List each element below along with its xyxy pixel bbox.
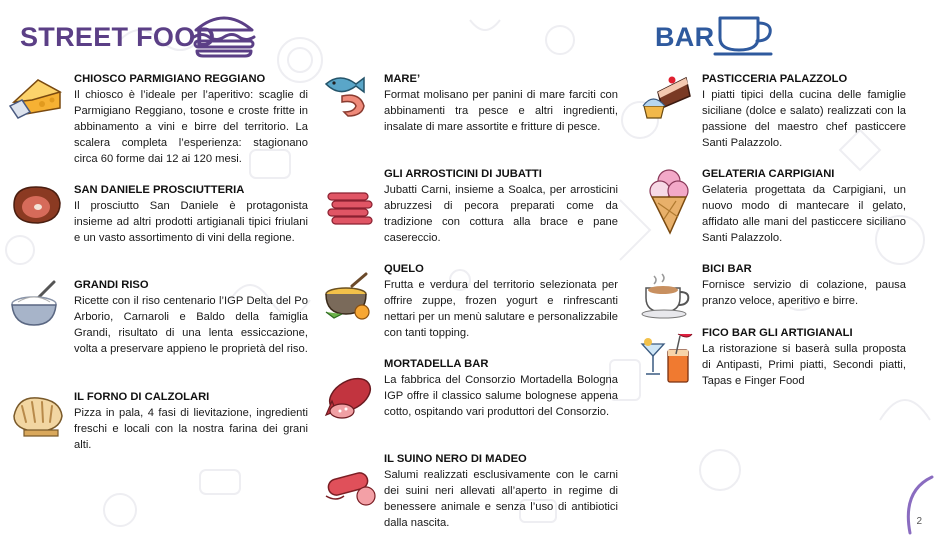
list-item (322, 262, 618, 346)
coffee-cup-icon (712, 14, 778, 58)
item-title: GRANDI RISO (74, 279, 149, 291)
fish-shrimp-icon (322, 72, 376, 118)
list-item (8, 72, 308, 172)
item-description: Salumi realizzati esclusivamente con le carni dei suini neri allevati all’aperto in regime di benessere animale e senza l’uso di antibiotici dalla nascita. (384, 469, 618, 529)
rice-bowl-icon (8, 278, 64, 330)
item-description: Gelateria progettata da Carpigiani, un nuovo modo di mantecare il gelato, affidato alle mani del pasticcere siciliano Santi Palazzolo. (702, 184, 906, 244)
burger-icon (190, 10, 258, 58)
bar-title: BAR (655, 22, 715, 52)
item-title: MORTADELLA BAR (384, 358, 489, 370)
list-item (640, 262, 906, 316)
item-description: Il chiosco è l’ideale per l’aperitivo: scaglie di Parmigiano Reggiano, tosone e croste fritte in abbinamento a vini e birre del territorio. La scalera completa l’esperienza: stagionano circa 60 forme dai 12 ai 120 mesi. (74, 89, 308, 165)
bread-icon (8, 390, 66, 442)
list-item (322, 72, 618, 152)
item-description: Format molisano per panini di mare farciti con abbinamenti tra pesce e altri ingredienti, insalate di mare assortite e fritture di pesce. (384, 89, 618, 133)
item-title: QUELO (384, 263, 424, 275)
list-item (322, 452, 618, 534)
soup-pot-icon (322, 272, 376, 324)
item-description: Il prosciutto San Daniele è protagonista insieme ad altri prodotti artigianali tipici friulani e un vasto assortimento di vini della regione. (74, 200, 308, 244)
list-item (640, 167, 906, 251)
item-title: IL SUINO NERO DI MADEO (384, 453, 527, 465)
item-description: Pizza in pala, 4 fasi di lievitazione, ingredienti freschi e locali con la nostra farina dei grani alti. (74, 407, 308, 451)
list-item (8, 278, 308, 378)
salami-icon (322, 466, 378, 512)
item-description: La ristorazione si baserà sulla proposta di Antipasti, Primi piatti, Secondi piatti, Tapas e Finger Food (702, 343, 906, 387)
cappuccino-icon (640, 270, 694, 320)
item-title: PASTICCERIA PALAZZOLO (702, 73, 848, 85)
item-description: I piatti tipici della cucina delle famiglie siciliane (dolce e salato) realizzati con la passione del maestro chef pasticcere Santi Palazzolo. (702, 89, 906, 149)
street-food-title: STREET FOOD (20, 22, 216, 52)
list-item (640, 326, 906, 396)
cheese-icon (8, 72, 64, 120)
item-description: Frutta e verdura del territorio selezionata per offrire zuppe, frozen yogurt e rinfrescanti nettari per un menù salutare e personalizzabile con tanti topping. (384, 279, 618, 339)
item-title: GELATERIA CARPIGIANI (702, 168, 835, 180)
cocktail-icon (640, 332, 694, 390)
mortadella-icon (322, 371, 376, 425)
item-description: Jubatti Carni, insieme a Soalca, per arrosticini abruzzesi di pecora preparati come da tradizione con cottura alla brace e pane casereccio. (384, 184, 618, 244)
list-item (640, 72, 906, 158)
item-description: La fabbrica del Consorzio Mortadella Bologna IGP offre il classico salume bolognese appena cotto, ospitando vari produttori del Consorzio. (384, 374, 618, 418)
ice-cream-icon (646, 167, 692, 235)
item-description: Fornisce servizio di colazione, pausa pranzo veloce, aperitivo e birre. (702, 279, 906, 307)
list-item (322, 167, 618, 251)
list-item (322, 357, 618, 441)
cake-icon (640, 72, 694, 122)
ham-icon (8, 183, 64, 227)
item-title: MARE’ (384, 73, 421, 85)
list-item (8, 183, 308, 263)
item-title: CHIOSCO PARMIGIANO REGGIANO (74, 73, 266, 85)
page-number: 2 (916, 516, 922, 527)
item-description: Ricette con il riso centenario l’IGP Delta del Po Arborio, Carnaroli e Baldo della famiglia Grandi, risultato di una lenta essiccazione, volta a preservare appieno le proprietà del riso. (74, 295, 308, 355)
item-title: SAN DANIELE PROSCIUTTERIA (74, 184, 245, 196)
item-title: FICO BAR GLI ARTIGIANALI (702, 327, 853, 339)
list-item (8, 390, 308, 460)
item-title: IL FORNO DI CALZOLARI (74, 391, 210, 403)
item-title: GLI ARROSTICINI DI JUBATTI (384, 168, 542, 180)
skewers-icon (322, 187, 376, 233)
item-title: BICI BAR (702, 263, 752, 275)
